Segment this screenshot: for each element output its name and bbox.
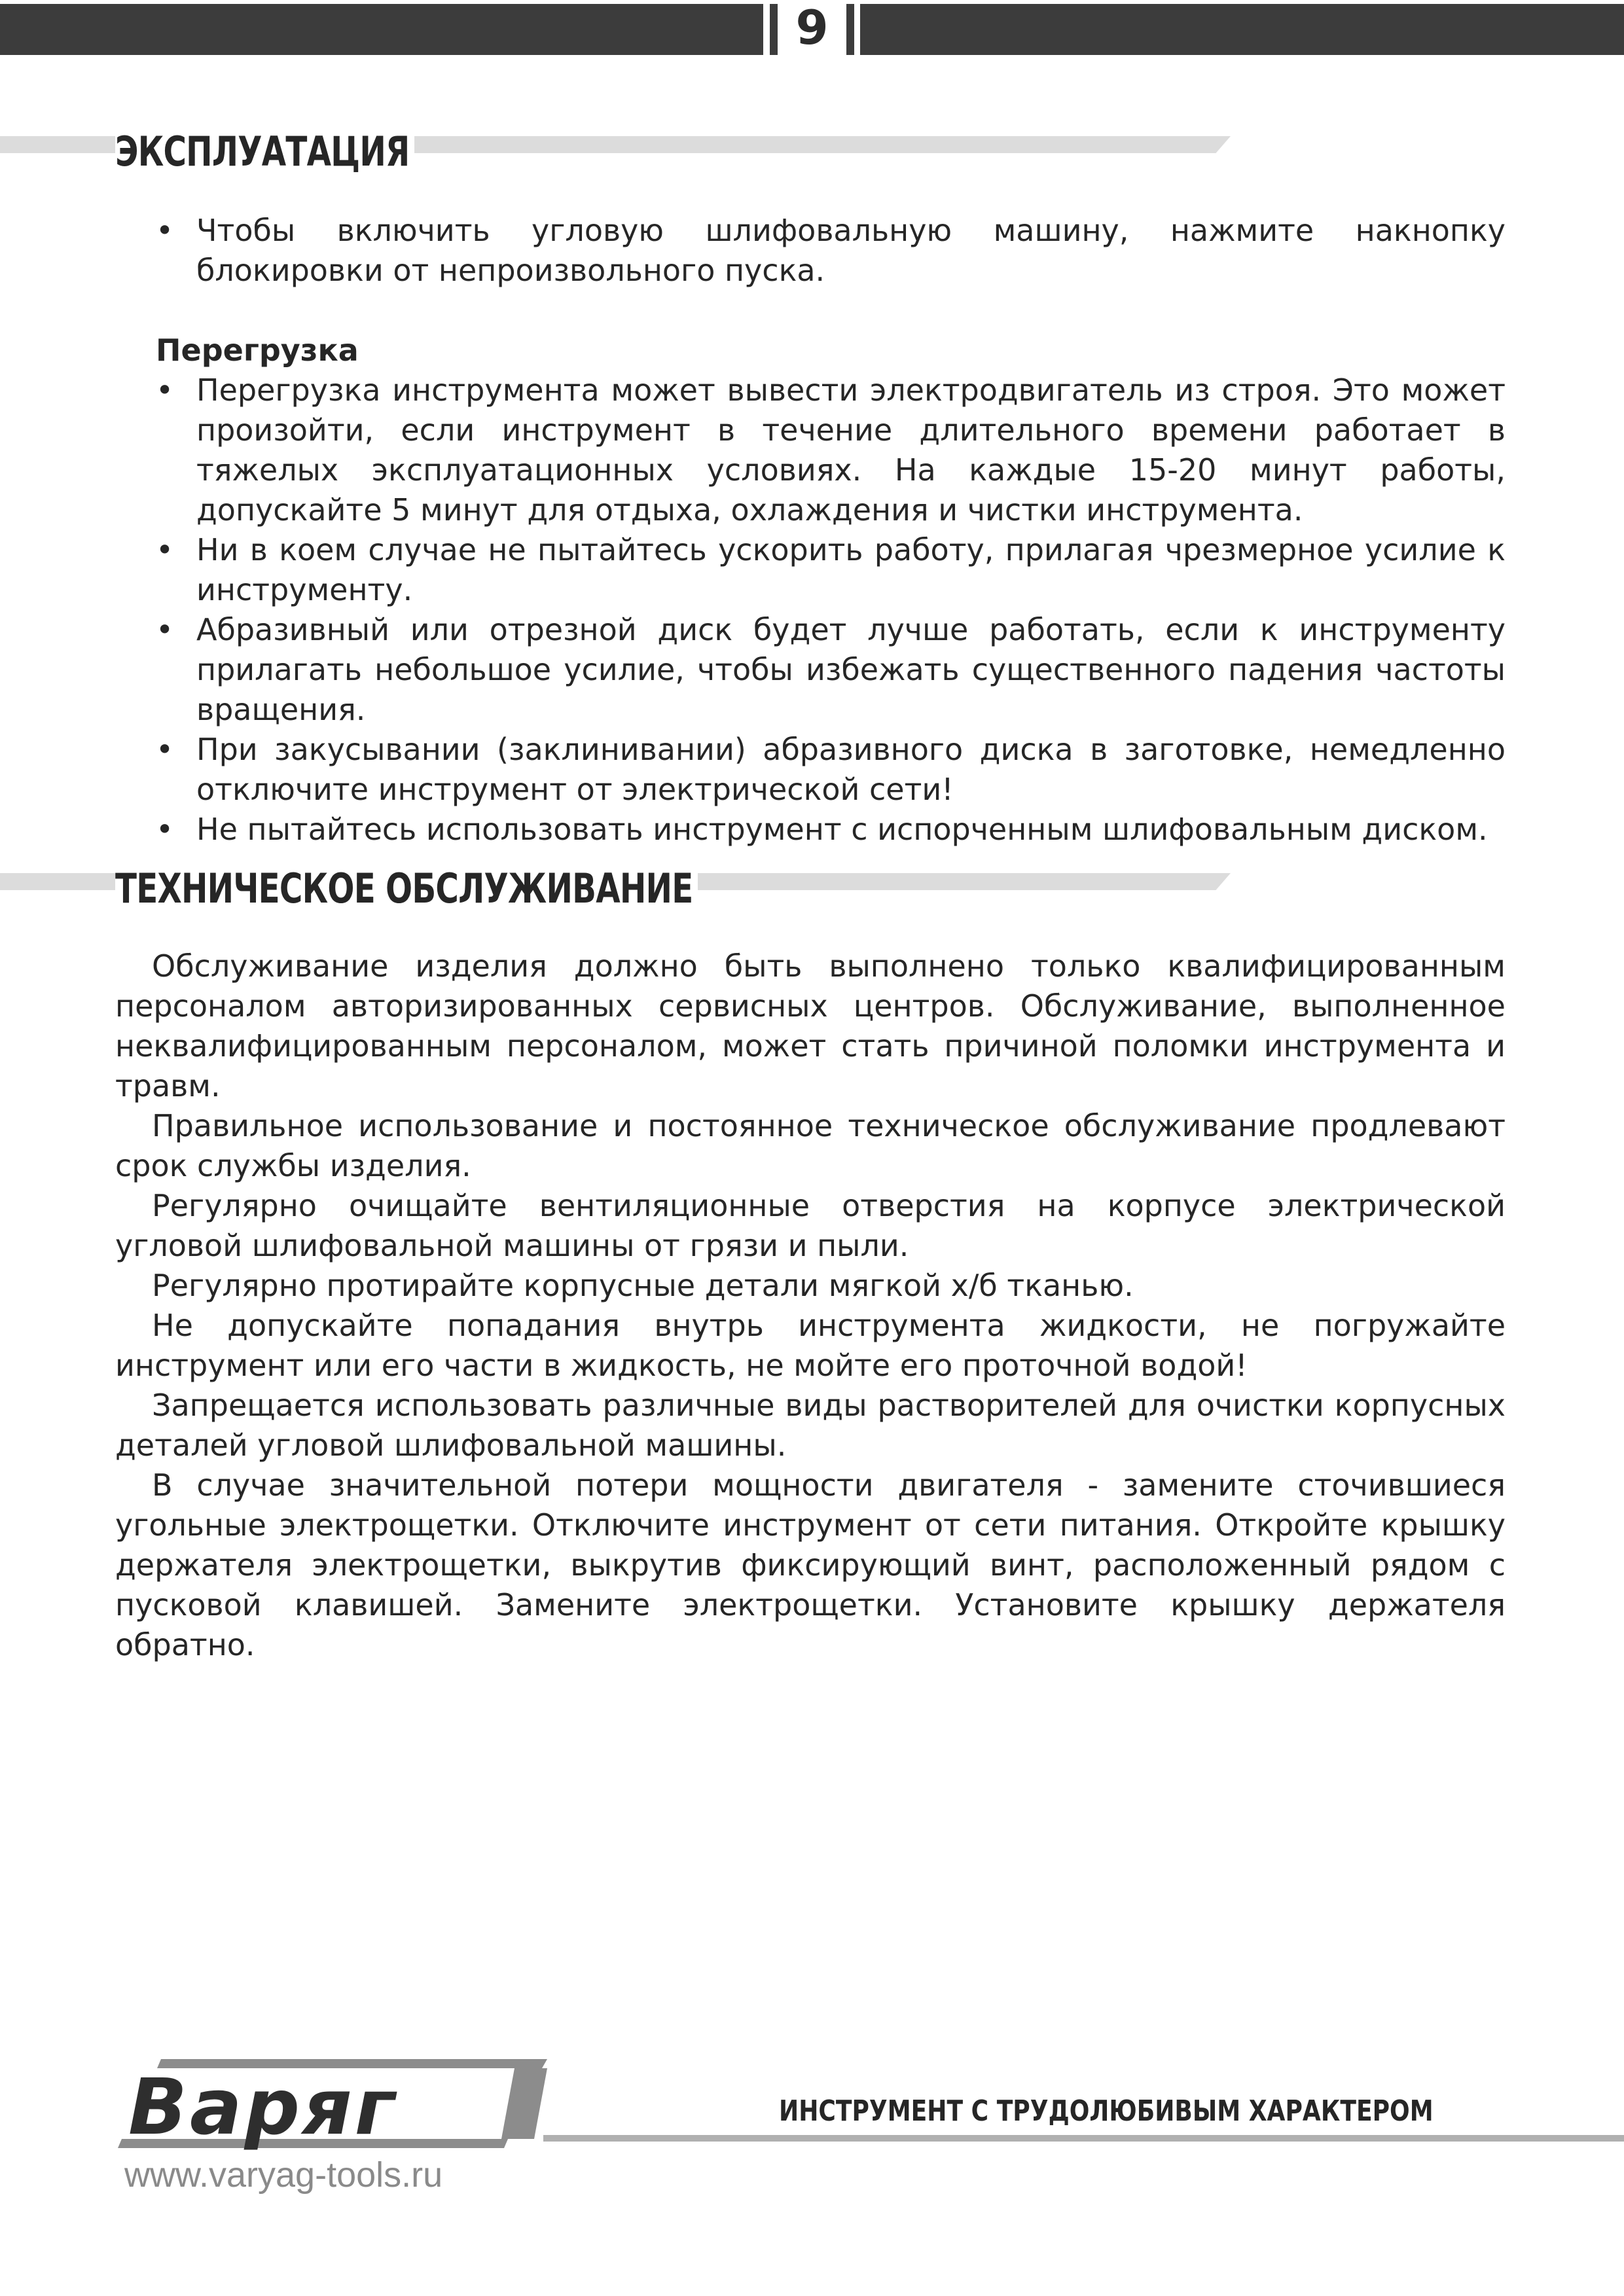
bullet-icon: • (156, 612, 174, 647)
paragraph: В случае значительной потери мощности двигателя - замените сточившиеся угольные электрощетки. Отключите инструмент от сети питания. Откройте крышку держателя электрощетки, выкрутив фиксирующий винт, расположенный рядом с пусковой клавишей. Замените электрощетки. Установите крышку держателя обратно. (115, 1467, 1506, 1662)
list-item-text: Перегрузка инструмента может вывести электродвигатель из строя. Это может произойти, если инструмент в течение длительного времени работает в тяжелых эксплуатационных условиях. На каждые 15-20 минут работы, допускайте 5 минут для отдыха, охлаждения и чистки инструмента. (196, 372, 1506, 528)
list-item-text: Абразивный или отрезной диск будет лучше работать, если к инструменту прилагать небольшое усилие, чтобы избежать существенного падения частоты вращения. (196, 612, 1506, 727)
list-item (115, 211, 1506, 291)
section-title-operation: ЭКСПЛУАТАЦИЯ (115, 124, 414, 179)
bullet-icon: • (156, 532, 174, 567)
page-number-bracket-right (846, 4, 854, 55)
paragraph: Не допускайте попадания внутрь инструмента жидкости, не погружайте инструмент или его части в жидкость, не мойте его проточной водой! (115, 1308, 1506, 1383)
list-item-text: При закусывании (заклинивании) абразивного диска в заготовке, немедленно отключите инструмент от электрической сети! (196, 732, 1506, 807)
bullet-icon: • (156, 732, 174, 767)
footer-divider (543, 2135, 1624, 2142)
paragraph: Запрещается использовать различные виды растворителей для очистки корпусных деталей угловой шлифовальной машины. (115, 1388, 1506, 1463)
paragraph: Регулярно очищайте вентиляционные отверстия на корпусе электрической угловой шлифовальной машины от грязи и пыли. (115, 1188, 1506, 1263)
paragraph: Обслуживание изделия должно быть выполнено только квалифицированным персоналом авторизированных сервисных центров. Обслуживание, выполненное неквалифицированным персоналом, может стать причиной поломки инструмента и травм. (115, 948, 1506, 1103)
section-title-maintenance: ТЕХНИЧЕСКОЕ ОБСЛУЖИВАНИЕ (115, 861, 698, 916)
logo-wordmark: Варяг (128, 2062, 398, 2152)
bullet-icon: • (156, 812, 174, 847)
varyag-logo (115, 2054, 547, 2152)
bullet-icon: • (156, 372, 174, 408)
subheading-overload: Перегрузка (156, 332, 359, 368)
list-item (115, 810, 1506, 850)
list-item-text: Ни в коем случае не пытайтесь ускорить работу, прилагая чрезмерное усилие к инструменту. (196, 532, 1506, 607)
section-operation-body (115, 211, 1506, 850)
section-header-operation (0, 124, 1231, 179)
page-number-bracket-left (770, 4, 778, 55)
list-item-text: Чтобы включить угловую шлифовальную машину, нажмите накнопку блокировки от непроизвольного пуска. (196, 213, 1506, 288)
section-header-maintenance (0, 861, 1231, 916)
top-bar-right (860, 4, 1624, 55)
paragraph: Правильное использование и постоянное техническое обслуживание продлевают срок службы изделия. (115, 1108, 1506, 1183)
paragraph: Регулярно протирайте корпусные детали мягкой х/б тканью. (152, 1268, 1134, 1303)
list-item (115, 530, 1506, 610)
top-bar-left (0, 4, 763, 55)
list-item (115, 730, 1506, 810)
overload-list (115, 370, 1506, 850)
top-bar (0, 0, 1624, 55)
page-number: 9 (795, 0, 829, 55)
list-item-text: Не пытайтесь использовать инструмент с испорченным шлифовальным диском. (196, 812, 1488, 847)
intro-list (115, 211, 1506, 291)
list-item (115, 370, 1506, 530)
section-maintenance-body (115, 946, 1506, 1665)
footer-tagline: ИНСТРУМЕНТ С ТРУДОЛЮБИВЫМ ХАРАКТЕРОМ (779, 2094, 1434, 2128)
website-link[interactable]: www.varyag-tools.ru (124, 2155, 443, 2195)
bullet-icon: • (156, 213, 174, 248)
list-item (115, 610, 1506, 730)
